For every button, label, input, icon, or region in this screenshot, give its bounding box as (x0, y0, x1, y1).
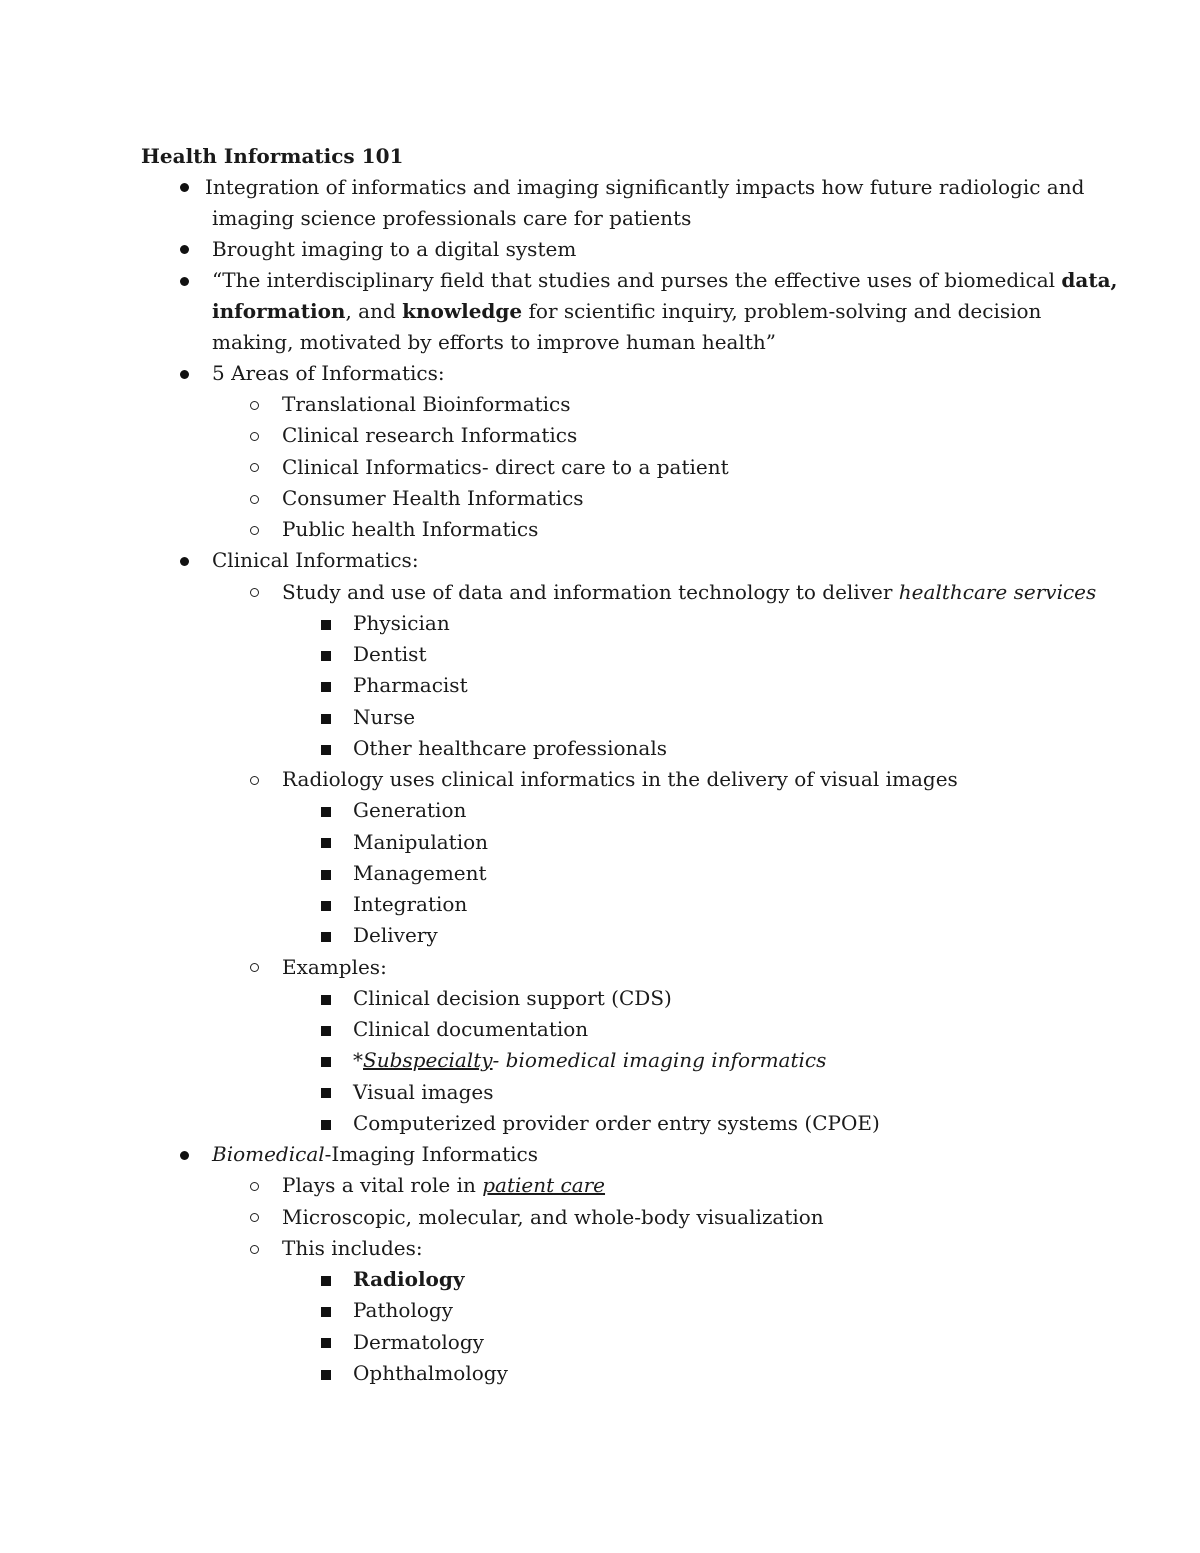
bullet-text: 5 Areas of Informatics: (212, 361, 445, 385)
sub-bullet-circle (250, 1182, 259, 1191)
study-use-italic: healthcare services (898, 580, 1097, 604)
includes-item: Dermatology (353, 1330, 484, 1354)
sub-bullet-text (282, 577, 1096, 608)
sub-sub-bullet-square (321, 651, 331, 661)
provider-item: Other healthcare professionals (353, 736, 667, 760)
quote-text: for scientific inquiry, problem-solving and decision (522, 299, 1042, 323)
sub-bullet-circle (250, 401, 259, 410)
sub-sub-bullet-square (321, 714, 331, 724)
bullet-text: Integration of informatics and imaging significantly impacts how future radiologic and (205, 175, 1085, 199)
sub-bullet-circle (250, 1245, 259, 1254)
example-item: Computerized provider order entry systems (CPOE) (353, 1111, 880, 1135)
sub-sub-bullet-square (321, 1026, 331, 1036)
area-item: Public health Informatics (282, 517, 539, 541)
sub-sub-bullet-square (321, 1088, 331, 1098)
bullet-text: Brought imaging to a digital system (212, 237, 577, 261)
sub-sub-bullet-square (321, 620, 331, 630)
quote-bold-knowledge: knowledge (402, 299, 523, 323)
quote-line-1 (212, 265, 1118, 296)
bullet-text-continued: imaging science professionals care for patients (212, 206, 692, 230)
bio-rest: -Imaging Informatics (324, 1142, 539, 1166)
example-item: Visual images (353, 1080, 494, 1104)
example-item: Clinical documentation (353, 1017, 589, 1041)
sub-bullet-circle (250, 495, 259, 504)
radiology-step: Integration (353, 892, 468, 916)
area-item: Clinical Informatics- direct care to a patient (282, 455, 729, 479)
example-item (353, 1045, 826, 1076)
example-subspecialty: Subspecialty (363, 1048, 493, 1072)
sub-sub-bullet-square (321, 995, 331, 1005)
quote-bold-information: information (212, 299, 346, 323)
sub-sub-bullet-square (321, 838, 331, 848)
radiology-step: Generation (353, 798, 467, 822)
includes-item: Pathology (353, 1298, 453, 1322)
includes-item: Ophthalmology (353, 1361, 508, 1385)
example-star: * (353, 1048, 363, 1072)
sub-sub-bullet-square (321, 870, 331, 880)
area-item: Clinical research Informatics (282, 423, 578, 447)
bullet-dot (180, 370, 189, 379)
provider-item: Nurse (353, 705, 416, 729)
includes-bold: Radiology (353, 1267, 465, 1291)
area-item: Consumer Health Informatics (282, 486, 584, 510)
area-item: Translational Bioinformatics (282, 392, 571, 416)
sub-bullet-circle (250, 588, 259, 597)
provider-item: Pharmacist (353, 673, 468, 697)
sub-bullet-circle (250, 463, 259, 472)
quote-text: “The interdisciplinary field that studies and purses the effective uses of biomedical (212, 268, 1062, 292)
plays-text: Plays a vital role in (282, 1173, 483, 1197)
quote-line-3: making, motivated by efforts to improve human health” (212, 330, 777, 354)
bullet-dot (180, 245, 189, 254)
bullet-dot (180, 557, 189, 566)
sub-bullet-text: Microscopic, molecular, and whole-body visualization (282, 1205, 824, 1229)
radiology-step: Delivery (353, 923, 438, 947)
page-title: Health Informatics 101 (141, 144, 404, 168)
radiology-step: Management (353, 861, 487, 885)
sub-bullet-text (282, 1170, 605, 1201)
example-item: Clinical decision support (CDS) (353, 986, 672, 1010)
sub-bullet-circle (250, 776, 259, 785)
bullet-dot (180, 277, 189, 286)
bullet-dot (180, 1151, 189, 1160)
sub-sub-bullet-square (321, 932, 331, 942)
provider-item: Dentist (353, 642, 427, 666)
bio-italic: Biomedical (212, 1142, 325, 1166)
includes-item (353, 1264, 465, 1295)
study-use-text: Study and use of data and information technology to deliver (282, 580, 899, 604)
sub-bullet-circle (250, 1213, 259, 1222)
sub-sub-bullet-square (321, 682, 331, 692)
bullet-text: Clinical Informatics: (212, 548, 419, 572)
sub-bullet-text: Examples: (282, 955, 387, 979)
sub-sub-bullet-square (321, 807, 331, 817)
bullet-dot (180, 183, 189, 192)
sub-bullet-circle (250, 963, 259, 972)
quote-text: , and (345, 299, 403, 323)
sub-sub-bullet-square (321, 1338, 331, 1348)
sub-sub-bullet-square (321, 1120, 331, 1130)
sub-sub-bullet-square (321, 1057, 331, 1067)
quote-bold-data: data, (1061, 268, 1118, 292)
bullet-text (212, 1139, 538, 1170)
sub-bullet-circle (250, 526, 259, 535)
radiology-step: Manipulation (353, 830, 489, 854)
sub-sub-bullet-square (321, 1276, 331, 1286)
sub-bullet-circle (250, 432, 259, 441)
sub-sub-bullet-square (321, 901, 331, 911)
provider-item: Physician (353, 611, 450, 635)
plays-underline: patient care (482, 1173, 606, 1197)
sub-sub-bullet-square (321, 745, 331, 755)
sub-bullet-text: This includes: (282, 1236, 423, 1260)
sub-sub-bullet-square (321, 1370, 331, 1380)
sub-bullet-text: Radiology uses clinical informatics in the delivery of visual images (282, 767, 958, 791)
sub-sub-bullet-square (321, 1307, 331, 1317)
example-subspecialty-rest: - biomedical imaging informatics (492, 1048, 827, 1072)
quote-line-2 (212, 296, 1041, 327)
